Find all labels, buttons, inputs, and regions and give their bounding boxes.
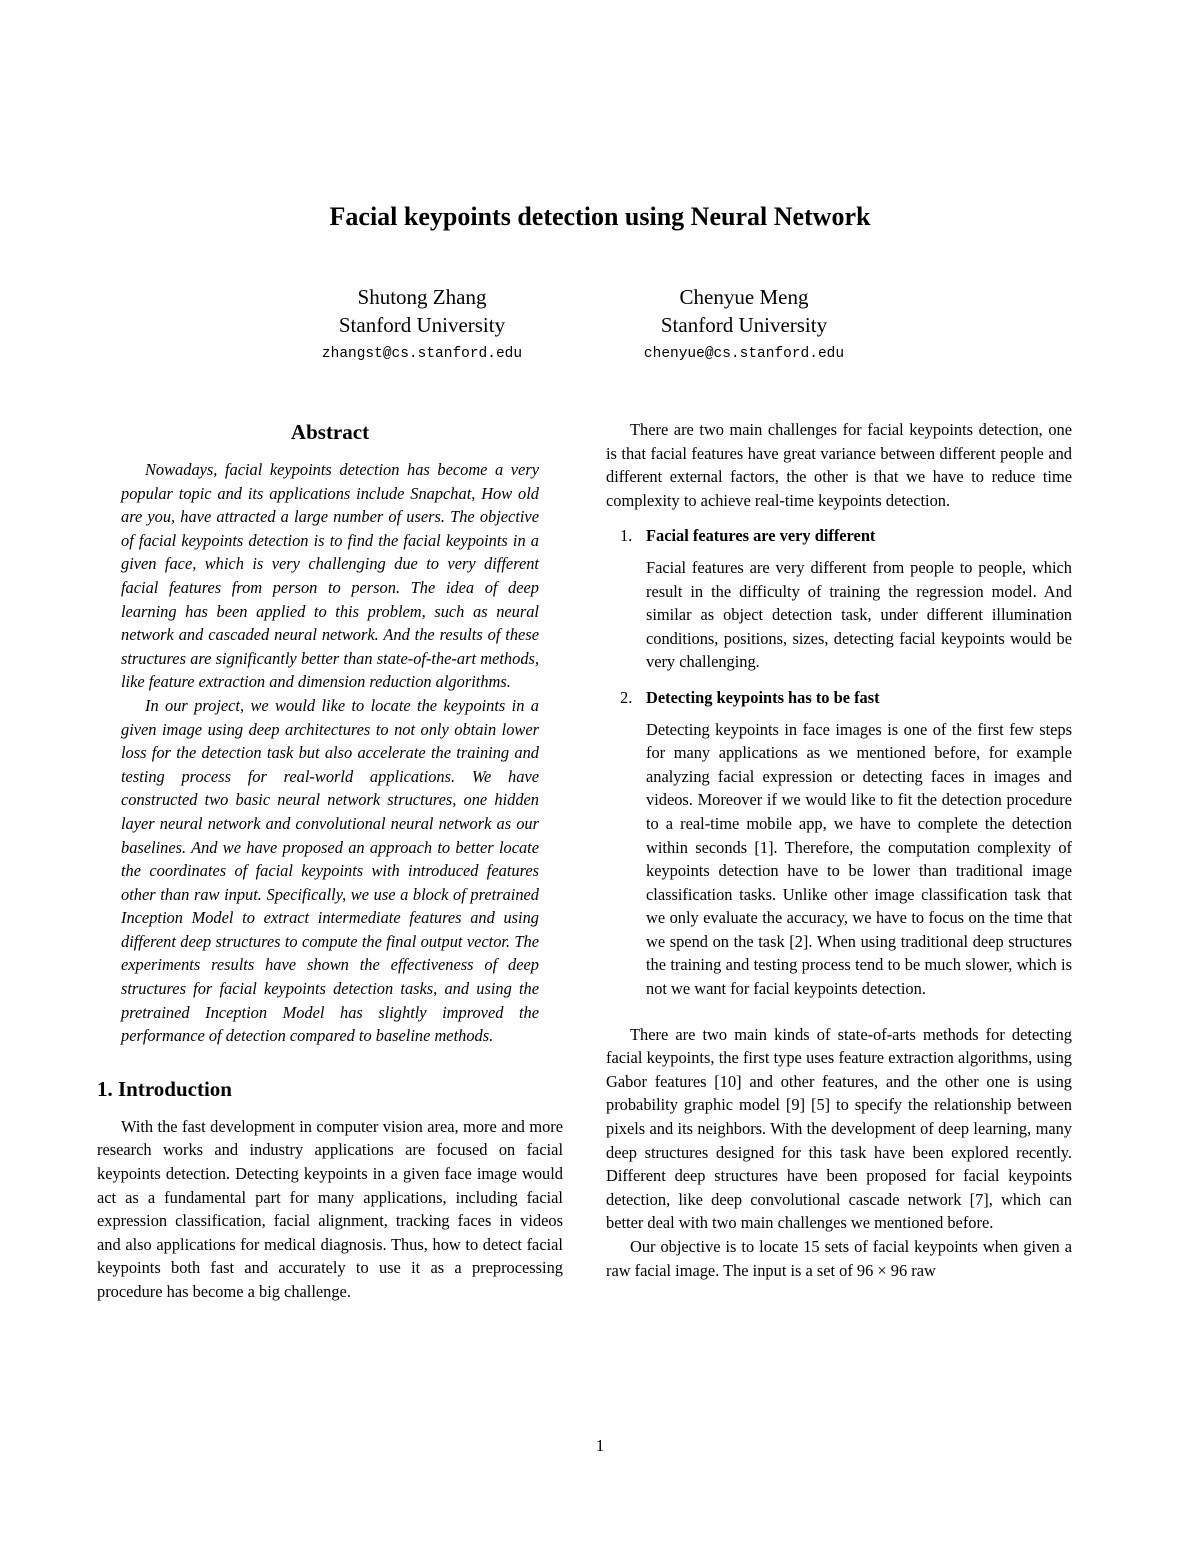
author-email: chenyue@cs.stanford.edu	[643, 346, 845, 362]
left-column	[97, 418, 563, 1304]
abstract-heading: Abstract	[290, 420, 370, 444]
section-heading-introduction: 1. Introduction	[97, 1076, 232, 1101]
right-column	[606, 418, 1072, 1282]
body-paragraph: Our objective is to locate 15 sets of facial keypoints when given a raw facial image. The input is a set of 96 × 96 raw	[606, 1237, 1072, 1280]
list-item-number: 2.	[620, 687, 633, 707]
author-name: Shutong Zhang	[357, 285, 487, 309]
list-item-number: 1.	[620, 526, 633, 546]
abstract-paragraph: In our project, we would like to locate the keypoints in a given image using deep architectures to not only obtain lower loss for the detection task but also accelerate the training and testing process for real-world applications. We have constructed two basic neural network structures, one hidden layer neural network and convolutional neural network as our baselines. And we have proposed an approach to better locate the coordinates of facial keypoints with introduced features other than raw input. Specifically, we use a block of pretrained Inception Model to extract intermediate features and using different deep structures to compute the final output vector. The experiments results have shown the effectiveness of deep structures for facial keypoints detection tasks, and using the pretrained Inception Model has slightly improved the performance of detection compared to baseline methods.	[121, 695, 539, 1046]
abstract-paragraph: Nowadays, facial keypoints detection has become a very popular topic and its applications include Snapchat, How old are you, have attracted a large number of users. The objective of facial keypoints detection is to find the facial keypoints in a given face, which is very challenging due to very different facial features from person to person. The idea of deep learning has been applied to this problem, such as neural network and cascaded neural network. And the results of these structures are significantly better than state-of-the-art methods, like feature extraction and dimension reduction algorithms.	[121, 460, 539, 692]
author-name: Chenyue Meng	[679, 285, 809, 309]
body-paragraph: There are two main kinds of state-of-arts methods for detecting facial keypoints, the first type uses feature extraction algorithms, using Gabor features [10] and other features, and the other one is using probability graphic model [9] [5] to specify the relationship between pixels and its neighbors. With the development of deep learning, many deep structures designed for this task have been explored recently. Different deep structures have been proposed for facial keypoints detection, like deep convolutional cascade network [7], which can better deal with two main challenges we mentioned before.	[606, 1024, 1072, 1233]
list-item-title-text: Facial features are very different	[646, 526, 876, 546]
body-paragraph: With the fast development in computer vision area, more and more research works and industry applications are focused on facial keypoints detection. Detecting keypoints in a given face image would act as a fundamental part for many applications, including facial expression classification, facial alignment, tracking faces in videos and also applications for medical diagnosis. Thus, how to detect facial keypoints both fast and accurately to use it as a preprocessing procedure has become a big challenge.	[97, 1116, 563, 1301]
list-item-title	[606, 686, 1072, 710]
author-block	[574, 283, 914, 363]
author-affiliation: Stanford University	[338, 313, 506, 337]
list-item-body: Detecting keypoints in face images is one of the first few steps for many applications as we mentioned before, for example analyzing facial expression or detecting faces in images and videos. Moreover if we would like to fit the detection procedure to a real-time mobile app, we have to complete the detection within seconds [1]. Therefore, the computation complexity of keypoints detection have to be lower than traditional image classification tasks. Unlike other image classification task that we only evaluate the accuracy, we have to focus on the time that we spend on the task [2]. When using traditional deep structures the training and testing process tend to be much slower, which is not we want for facial keypoints detection.	[646, 719, 1072, 999]
list-item-title-text: Detecting keypoints has to be fast	[646, 687, 880, 707]
list-item	[606, 524, 1072, 674]
author-affiliation: Stanford University	[660, 313, 828, 337]
paper-title: Facial keypoints detection using Neural Network	[329, 202, 871, 231]
body-paragraph: There are two main challenges for facial keypoints detection, one is that facial features have great variance between different people and different external factors, the other is that we have to reduce time complexity to achieve real-time keypoints detection.	[606, 420, 1072, 510]
list-item-body: Facial features are very different from people to people, which result in the difficulty of training the regression model. And similar as object detection task, under different illumination conditions, positions, sizes, detecting facial keypoints would be very challenging.	[646, 557, 1072, 672]
page-number: 1	[595, 1436, 605, 1455]
list-item	[606, 686, 1072, 1001]
list-item-title	[606, 524, 1072, 548]
author-block	[252, 283, 592, 363]
author-email: zhangst@cs.stanford.edu	[321, 346, 523, 362]
challenge-list	[606, 524, 1072, 1000]
